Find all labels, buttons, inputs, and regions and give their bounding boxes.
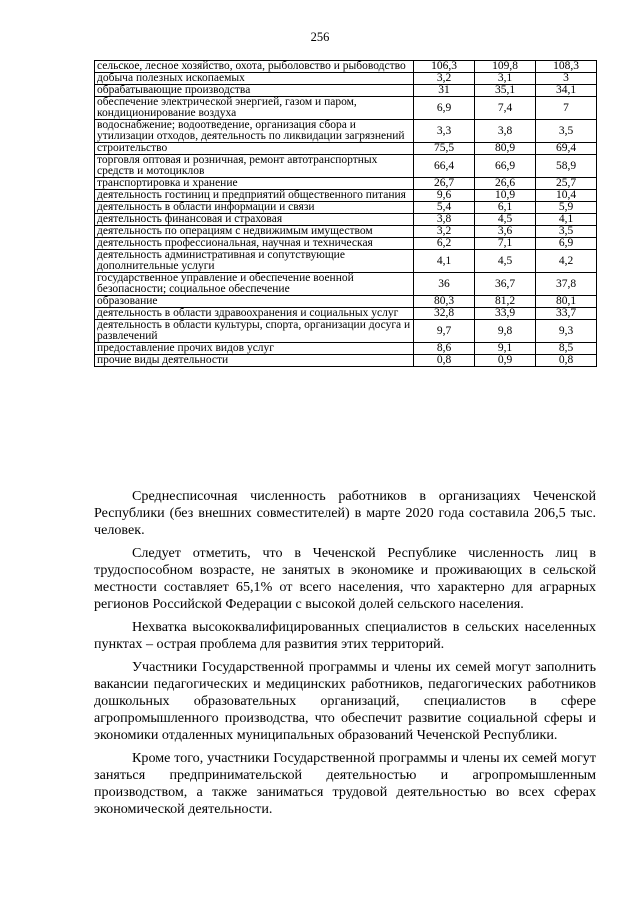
activity-cell: деятельность финансовая и страховая [95, 214, 414, 226]
value-cell-1: 4,1 [414, 250, 475, 273]
value-cell-3: 108,3 [536, 61, 597, 73]
value-cell-1: 3,2 [414, 73, 475, 85]
activity-cell: строительство [95, 143, 414, 155]
value-cell-2: 26,6 [475, 178, 536, 190]
value-cell-2: 6,1 [475, 202, 536, 214]
value-cell-3: 58,9 [536, 155, 597, 178]
value-cell-3: 7 [536, 97, 597, 120]
activity-cell: обрабатывающие производства [95, 85, 414, 97]
value-cell-2: 10,9 [475, 190, 536, 202]
value-cell-3: 25,7 [536, 178, 597, 190]
value-cell-1: 6,9 [414, 97, 475, 120]
activity-cell: образование [95, 296, 414, 308]
table-row [95, 178, 597, 190]
activity-cell: деятельность в области здравоохранения и социальных услуг [95, 308, 414, 320]
activity-cell: деятельность административная и сопутствующие дополнительные услуги [95, 250, 414, 273]
value-cell-2: 80,9 [475, 143, 536, 155]
activity-cell: добыча полезных ископаемых [95, 73, 414, 85]
value-cell-2: 81,2 [475, 296, 536, 308]
table-row [95, 85, 597, 97]
paragraph: Участники Государственной программы и члены их семей могут заполнить вакансии педагогических и медицинских работников, педагогических работников дошкольных образовательных организаций, специалистов в сфере агропромышленного производства, что обеспечит развитие социальной сферы и экономики отдаленных муниципальных образований Чеченской Республики. [94, 659, 596, 743]
table-row [95, 226, 597, 238]
activity-cell: деятельность по операциям с недвижимым имуществом [95, 226, 414, 238]
activity-cell: прочие виды деятельности [95, 355, 414, 367]
value-cell-3: 4,1 [536, 214, 597, 226]
activity-cell: государственное управление и обеспечение военной безопасности; социальное обеспечение [95, 273, 414, 296]
value-cell-2: 9,8 [475, 320, 536, 343]
value-cell-2: 7,1 [475, 238, 536, 250]
value-cell-2: 3,8 [475, 120, 536, 143]
value-cell-2: 35,1 [475, 85, 536, 97]
table-row [95, 308, 597, 320]
value-cell-1: 31 [414, 85, 475, 97]
value-cell-1: 66,4 [414, 155, 475, 178]
value-cell-3: 10,4 [536, 190, 597, 202]
activity-cell: торговля оптовая и розничная, ремонт автотранспортных средств и мотоциклов [95, 155, 414, 178]
value-cell-1: 5,4 [414, 202, 475, 214]
value-cell-2: 7,4 [475, 97, 536, 120]
activity-cell: сельское, лесное хозяйство, охота, рыболовство и рыбоводство [95, 61, 414, 73]
value-cell-3: 37,8 [536, 273, 597, 296]
value-cell-3: 69,4 [536, 143, 597, 155]
value-cell-2: 4,5 [475, 250, 536, 273]
value-cell-3: 33,7 [536, 308, 597, 320]
table-row [95, 250, 597, 273]
value-cell-3: 3,5 [536, 120, 597, 143]
table-row [95, 238, 597, 250]
table-row [95, 320, 597, 343]
table-row [95, 61, 597, 73]
value-cell-1: 80,3 [414, 296, 475, 308]
value-cell-3: 3,5 [536, 226, 597, 238]
value-cell-1: 26,7 [414, 178, 475, 190]
value-cell-1: 3,2 [414, 226, 475, 238]
paragraph: Среднесписочная численность работников в организациях Чеченской Республики (без внешних совместителей) в марте 2020 года составила 206,5 тыс. человек. [94, 488, 596, 538]
value-cell-3: 4,2 [536, 250, 597, 273]
value-cell-1: 0,8 [414, 355, 475, 367]
value-cell-2: 109,8 [475, 61, 536, 73]
activity-cell: деятельность в области информации и связи [95, 202, 414, 214]
activity-cell: водоснабжение; водоотведение, организация сбора и утилизации отходов, деятельность по ликвидации загрязнений [95, 120, 414, 143]
value-cell-3: 8,5 [536, 343, 597, 355]
value-cell-3: 3 [536, 73, 597, 85]
activity-cell: деятельность гостиниц и предприятий общественного питания [95, 190, 414, 202]
value-cell-1: 9,7 [414, 320, 475, 343]
value-cell-2: 0,9 [475, 355, 536, 367]
table-row [95, 155, 597, 178]
value-cell-3: 5,9 [536, 202, 597, 214]
value-cell-2: 3,1 [475, 73, 536, 85]
paragraph: Следует отметить, что в Чеченской Республике численность лиц в трудоспособном возрасте, не занятых в экономике и проживающих в сельской местности составляет 65,1% от всего населения, что характерно для аграрных регионов Российской Федерации с высокой долей сельского населения. [94, 545, 596, 612]
value-cell-2: 66,9 [475, 155, 536, 178]
value-cell-3: 0,8 [536, 355, 597, 367]
activity-cell: транспортировка и хранение [95, 178, 414, 190]
table-row [95, 214, 597, 226]
table-row [95, 355, 597, 367]
body-text [94, 488, 596, 824]
table-row [95, 296, 597, 308]
value-cell-2: 36,7 [475, 273, 536, 296]
value-cell-2: 9,1 [475, 343, 536, 355]
paragraph: Кроме того, участники Государственной программы и члены их семей могут заняться предпринимательской деятельностью и агропромышленным производством, а также заниматься трудовой деятельностью во всех сферах экономической деятельности. [94, 750, 596, 817]
value-cell-2: 33,9 [475, 308, 536, 320]
activity-cell: деятельность профессиональная, научная и техническая [95, 238, 414, 250]
value-cell-1: 75,5 [414, 143, 475, 155]
value-cell-1: 32,8 [414, 308, 475, 320]
table-row [95, 343, 597, 355]
employment-table [94, 60, 597, 367]
table-row [95, 202, 597, 214]
activity-cell: деятельность в области культуры, спорта, организации досуга и развлечений [95, 320, 414, 343]
page-number: 256 [310, 30, 330, 44]
value-cell-1: 3,3 [414, 120, 475, 143]
table-body [95, 61, 597, 367]
value-cell-1: 6,2 [414, 238, 475, 250]
paragraph: Нехватка высококвалифицированных специалистов в сельских населенных пунктах – острая проблема для развития этих территорий. [94, 619, 596, 652]
table-row [95, 120, 597, 143]
value-cell-3: 34,1 [536, 85, 597, 97]
value-cell-3: 9,3 [536, 320, 597, 343]
value-cell-3: 80,1 [536, 296, 597, 308]
value-cell-1: 106,3 [414, 61, 475, 73]
activity-cell: предоставление прочих видов услуг [95, 343, 414, 355]
value-cell-1: 36 [414, 273, 475, 296]
value-cell-1: 9,6 [414, 190, 475, 202]
value-cell-1: 8,6 [414, 343, 475, 355]
table-row [95, 73, 597, 85]
table-row [95, 190, 597, 202]
activity-cell: обеспечение электрической энергией, газом и паром, кондиционирование воздуха [95, 97, 414, 120]
value-cell-3: 6,9 [536, 238, 597, 250]
value-cell-2: 3,6 [475, 226, 536, 238]
table-row [95, 273, 597, 296]
table-row [95, 97, 597, 120]
value-cell-2: 4,5 [475, 214, 536, 226]
table-row [95, 143, 597, 155]
value-cell-1: 3,8 [414, 214, 475, 226]
